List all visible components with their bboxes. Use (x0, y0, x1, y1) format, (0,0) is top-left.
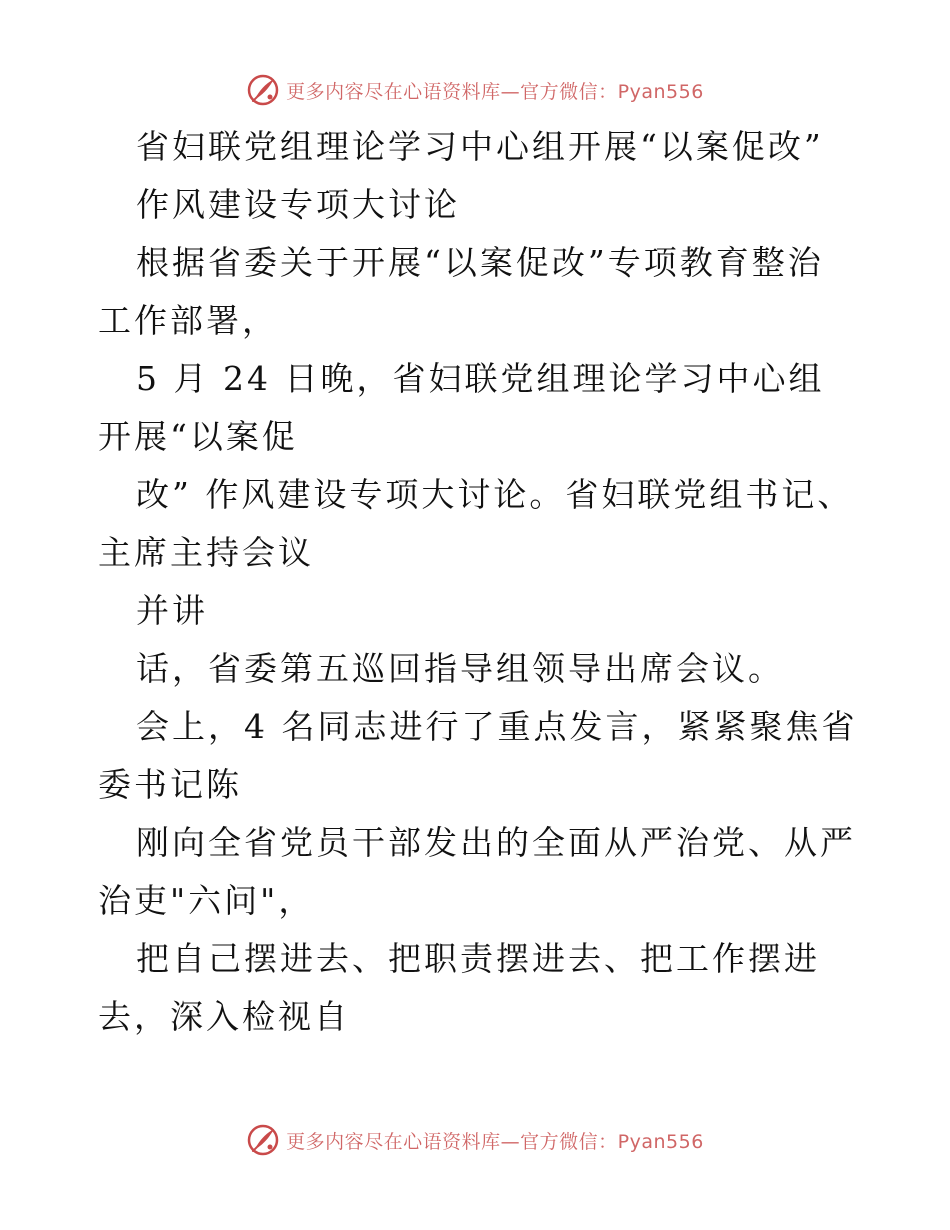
document-body (98, 118, 858, 1046)
watermark-header (0, 70, 950, 110)
paragraph: 把自己摆进去、把职责摆进去、把工作摆进去，深入检视自 (98, 939, 820, 1036)
watermark-footer (0, 1120, 950, 1160)
paragraph: 根据省委关于开展“以案促改”专项教育整治工作部署， (98, 243, 824, 340)
paragraph: 刚向全省党员干部发出的全面从严治党、从严治吏"六问"， (98, 823, 856, 920)
feather-pen-logo-icon (246, 1123, 280, 1157)
feather-pen-logo-icon (246, 73, 280, 107)
watermark-text: 更多内容尽在心语资料库—官方微信：Pyan556 (286, 1130, 704, 1153)
paragraph: 5 月 24 日晚，省妇联党组理论学习中心组开展“以案促 (98, 359, 825, 456)
watermark-text: 更多内容尽在心语资料库—官方微信：Pyan556 (286, 80, 704, 103)
document-title-line-2: 作风建设专项大讨论 (136, 185, 460, 224)
document-title-line-1: 省妇联党组理论学习中心组开展“以案促改” (136, 127, 824, 166)
paragraph: 话，省委第五巡回指导组领导出席会议。 (136, 649, 784, 688)
paragraph: 会上，4 名同志进行了重点发言，紧紧聚焦省委书记陈 (98, 707, 858, 804)
paragraph: 并讲 (136, 591, 208, 630)
paragraph: 改” 作风建设专项大讨论。省妇联党组书记、主席主持会议 (98, 475, 854, 572)
